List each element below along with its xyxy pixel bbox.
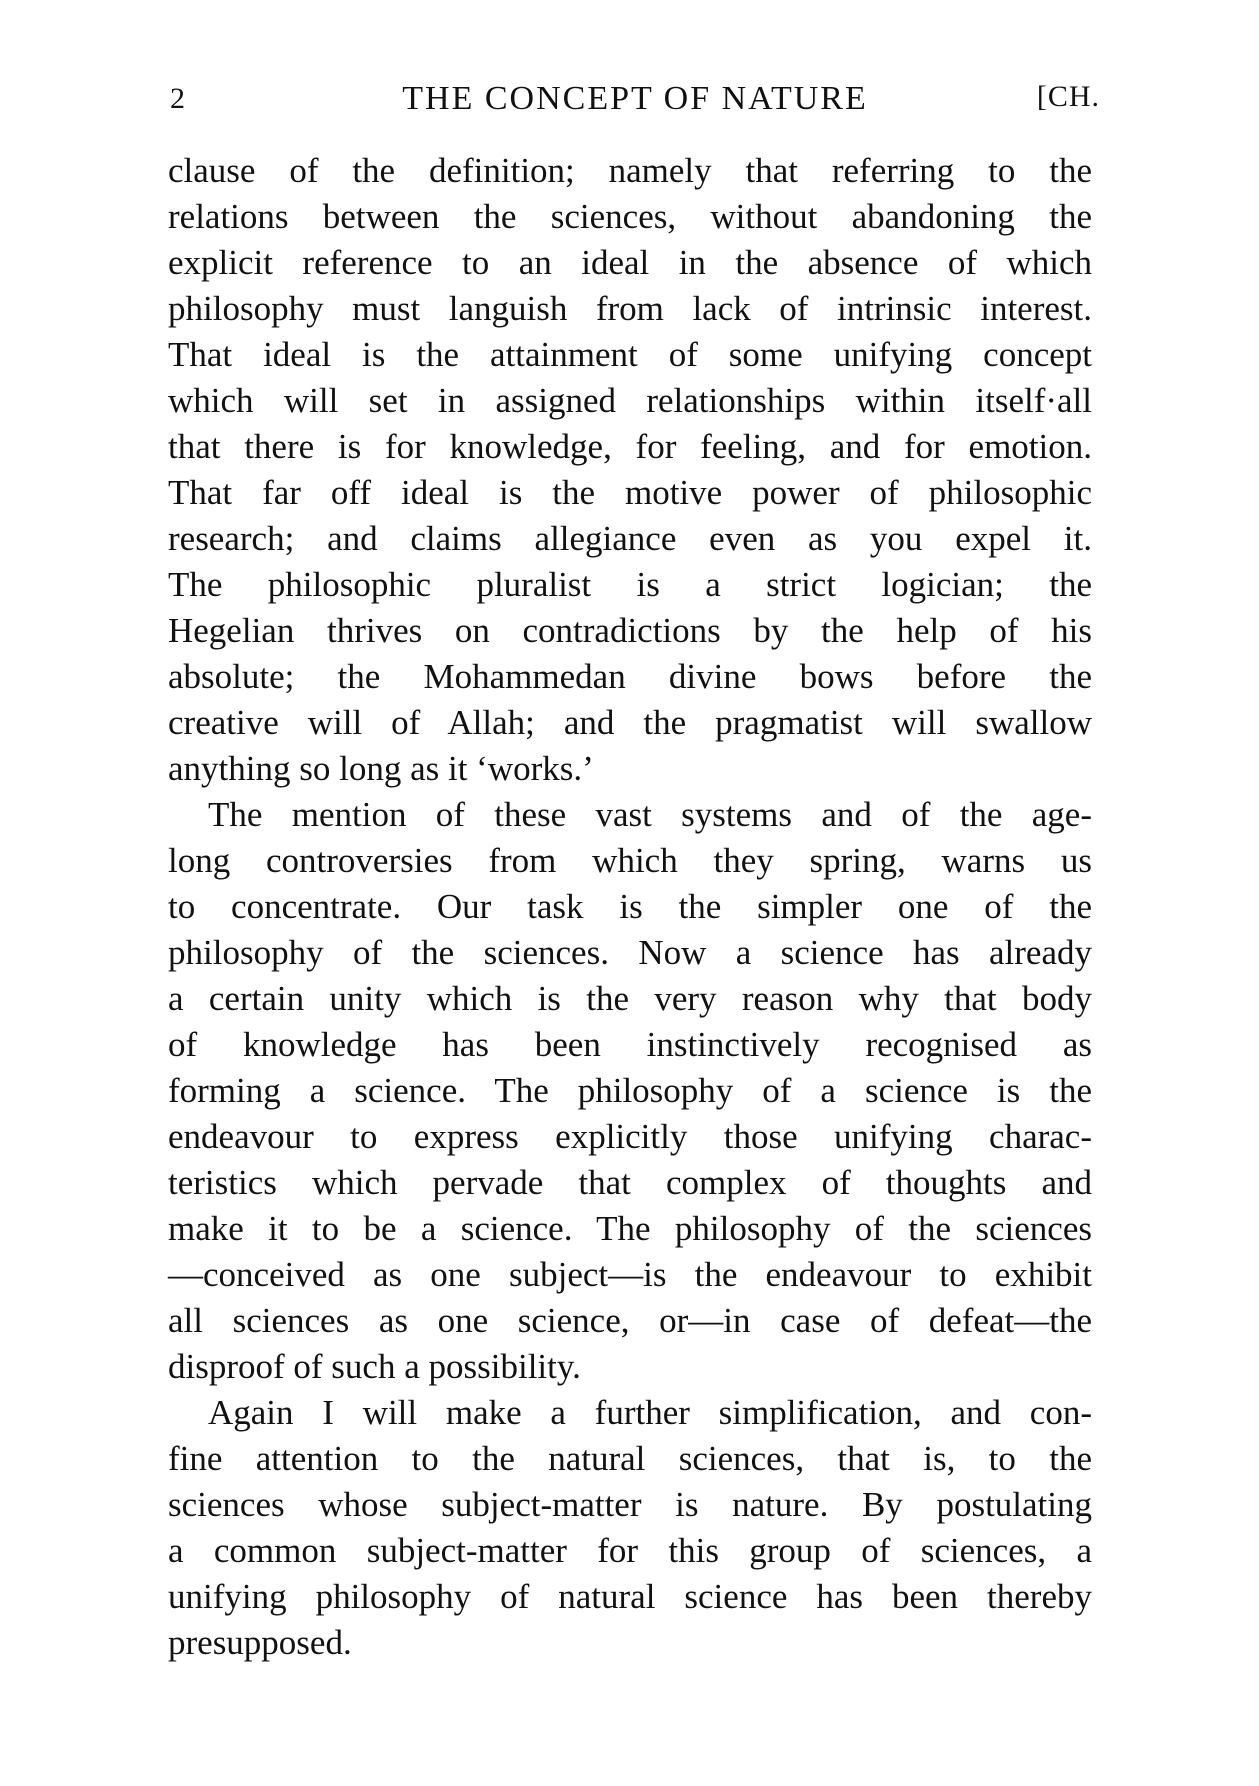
running-title: THE CONCEPT OF NATURE [402,80,868,117]
text-line: The mention of these vast systems and of the age- [208,795,1092,834]
text-line: all sciences as one science, or—in case of defeat—the [168,1301,1092,1340]
text-line: research; and claims allegiance even as you expel it. [168,519,1092,558]
text-line: That far off ideal is the motive power of philosophic [168,473,1092,512]
text-line: clause of the definition; namely that referring to the [168,151,1092,190]
text-line: anything so long as it ‘works.’ [168,749,594,788]
text-line: a certain unity which is the very reason why that body [168,979,1092,1018]
text-line: philosophy of the sciences. Now a science has already [168,933,1092,972]
text-line: unifying philosophy of natural science has been thereby [168,1577,1092,1616]
text-line: of knowledge has been instinctively recognised as [168,1025,1092,1064]
text-line: relations between the sciences, without abandoning the [168,197,1092,236]
text-line: That ideal is the attainment of some unifying concept [168,335,1092,374]
paragraph [168,148,1092,792]
text-line: philosophy must languish from lack of intrinsic interest. [168,289,1092,328]
text-line: a common subject-matter for this group of sciences, a [168,1531,1092,1570]
text-line: explicit reference to an ideal in the absence of which [168,243,1092,282]
body-text [168,148,1092,1666]
text-line: Hegelian thrives on contradictions by the help of his [168,611,1092,650]
chapter-mark: [CH. [1036,80,1100,113]
text-line: forming a science. The philosophy of a science is the [168,1071,1092,1110]
text-line: that there is for knowledge, for feeling, and for emotion. [168,427,1092,466]
paragraph [168,792,1092,1390]
text-line: fine attention to the natural sciences, that is, to the [168,1439,1092,1478]
text-line: disproof of such a possibility. [168,1347,581,1386]
running-head [170,80,1100,124]
text-line: endeavour to express explicitly those unifying charac- [168,1117,1092,1156]
text-line: long controversies from which they spring, warns us [168,841,1092,880]
text-line: sciences whose subject-matter is nature. By postulating [168,1485,1092,1524]
text-line: —conceived as one subject—is the endeavour to exhibit [168,1255,1092,1294]
text-line: Again I will make a further simplification, and con- [208,1393,1092,1432]
text-line: creative will of Allah; and the pragmatist will swallow [168,703,1092,742]
text-line: make it to be a science. The philosophy of the sciences [168,1209,1092,1248]
text-line: The philosophic pluralist is a strict logician; the [168,565,1092,604]
page-number: 2 [170,82,186,115]
paragraph [168,1390,1092,1666]
text-line: absolute; the Mohammedan divine bows before the [168,657,1092,696]
text-line: presupposed. [168,1623,352,1662]
text-line: which will set in assigned relationships within itself·all [168,381,1092,420]
text-line: to concentrate. Our task is the simpler one of the [168,887,1092,926]
text-line: teristics which pervade that complex of thoughts and [168,1163,1092,1202]
